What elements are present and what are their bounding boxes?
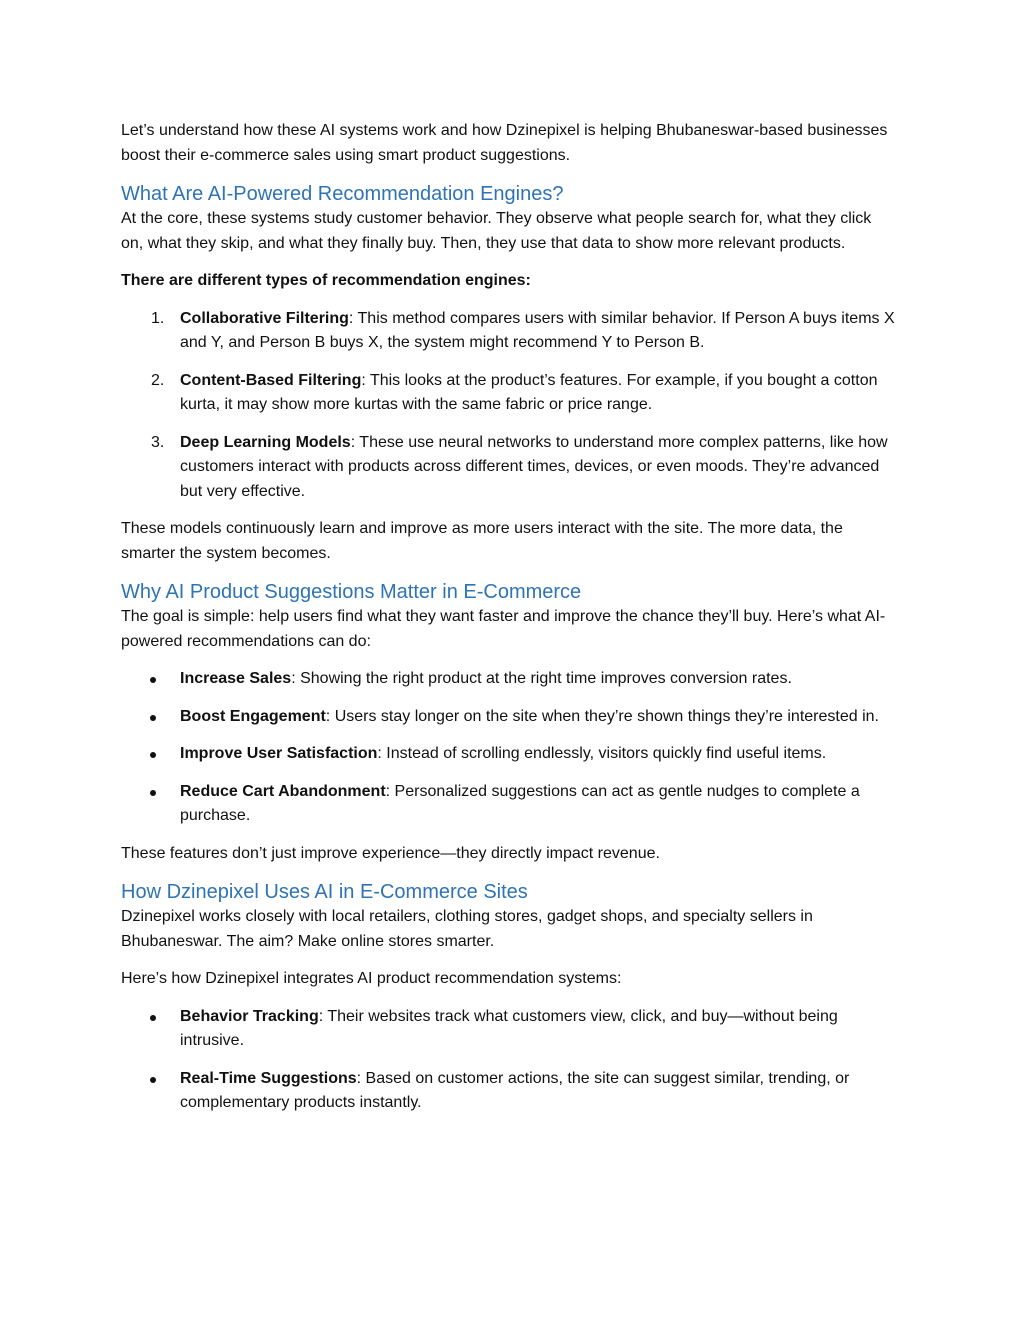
list-item (121, 1005, 896, 1054)
list-item-term: Collaborative Filtering (180, 309, 349, 327)
list-item-term: Behavior Tracking (180, 1007, 319, 1025)
list-item (121, 1067, 896, 1116)
list-item-text: : This looks at the product’s features. For example, if you bought a cotton kurta, it may show more kurtas with the same fabric or price range. (180, 371, 878, 413)
list-item (121, 431, 896, 505)
list-item-text: : Personalized suggestions can act as gentle nudges to complete a purchase. (180, 782, 860, 824)
list-item-text: : These use neural networks to understand more complex patterns, like how customers interact with products across different times, devices, or even moods. They’re advanced but very effective. (180, 433, 888, 500)
section-heading-dzinepixel-ai: How Dzinepixel Uses AI in E-Commerce Sites (121, 881, 528, 903)
list-item-term: Content-Based Filtering (180, 371, 362, 389)
list-item-text: : Their websites track what customers view, click, and buy—without being intrusive. (180, 1007, 838, 1049)
document-page (121, 119, 896, 1129)
section-heading-why-ai-suggestions: Why AI Product Suggestions Matter in E-Commerce (121, 581, 582, 603)
integration-list (121, 1005, 896, 1116)
section-heading-recommendation-engines: What Are AI-Powered Recommendation Engines? (121, 183, 564, 205)
section1-closing: These models continuously learn and improve as more users interact with the site. The more data, the smarter the system becomes. (121, 520, 843, 562)
bullet-icon (150, 677, 156, 683)
list-item-text: : This method compares users with similar behavior. If Person A buys items X and Y, and Person B buys X, the system might recommend Y to Person B. (180, 309, 895, 351)
list-item (121, 742, 896, 767)
list-item-term: Boost Engagement (180, 707, 326, 725)
benefits-list (121, 667, 896, 829)
bullet-icon (150, 752, 156, 758)
section1-paragraph: At the core, these systems study customer behavior. They observe what people search for, what they click on, what they skip, and what they finally buy. Then, they use that data to show more relevant products. (121, 210, 872, 252)
bullet-icon (150, 715, 156, 721)
list-item-text: : Based on customer actions, the site can suggest similar, trending, or complementary products instantly. (180, 1069, 850, 1111)
list-item (121, 705, 896, 730)
list-item-text: : Users stay longer on the site when they’re shown things they’re interested in. (325, 707, 879, 725)
list-item (121, 780, 896, 829)
list-number: 2. (151, 371, 165, 389)
list-item (121, 307, 896, 356)
list-item-term: Real-Time Suggestions (180, 1069, 357, 1087)
list-item-term: Deep Learning Models (180, 433, 351, 451)
list-item-term: Reduce Cart Abandonment (180, 782, 386, 800)
list-item (121, 369, 896, 418)
section1-list-title: There are different types of recommendation engines: (121, 272, 531, 289)
recommendation-types-list (121, 307, 896, 505)
list-item (121, 667, 896, 692)
section2-closing: These features don’t just improve experience—they directly impact revenue. (121, 844, 660, 862)
list-item-text: : Showing the right product at the right time improves conversion rates. (291, 670, 792, 687)
list-item-term: Improve User Satisfaction (180, 745, 378, 762)
intro-paragraph: Let’s understand how these AI systems work and how Dzinepixel is helping Bhubaneswar-based businesses boost their e-commerce sales using smart product suggestions. (121, 122, 888, 164)
section3-paragraph: Dzinepixel works closely with local retailers, clothing stores, gadget shops, and specialty sellers in Bhubaneswar. The aim? Make online stores smarter. (121, 908, 813, 950)
bullet-icon (150, 790, 156, 796)
section2-paragraph: The goal is simple: help users find what they want faster and improve the chance they’ll buy. Here’s what AI-powered recommendations can do: (121, 608, 886, 650)
list-number: 3. (151, 433, 165, 451)
bullet-icon (150, 1077, 156, 1083)
section3-paragraph-2: Here’s how Dzinepixel integrates AI product recommendation systems: (121, 970, 622, 987)
list-item-text: : Instead of scrolling endlessly, visitors quickly find useful items. (377, 745, 827, 762)
list-item-term: Increase Sales (180, 670, 292, 687)
bullet-icon (150, 1015, 156, 1021)
list-number: 1. (151, 309, 165, 327)
